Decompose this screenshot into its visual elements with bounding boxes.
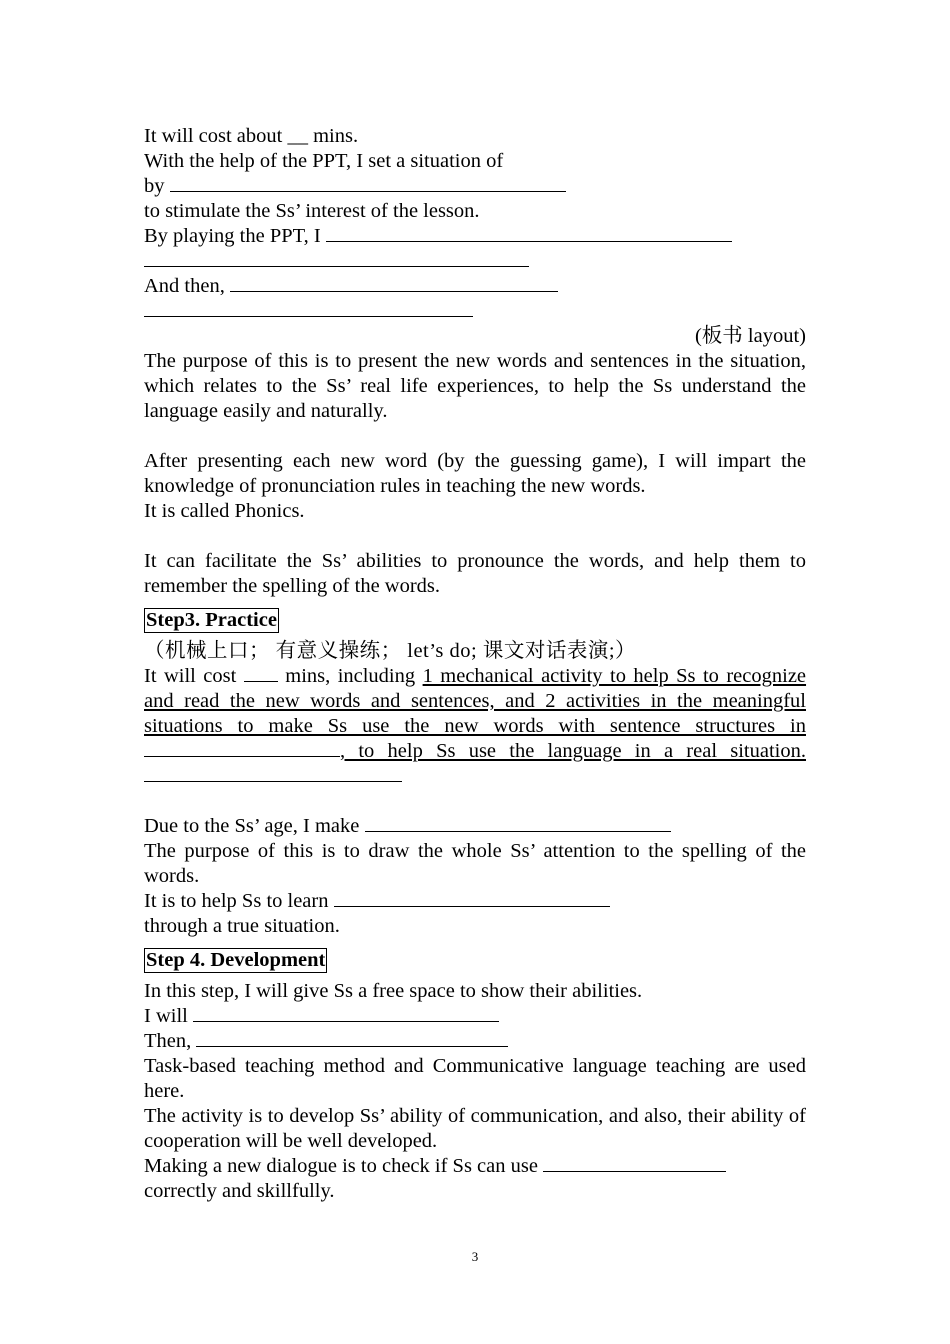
stimulate-text: to stimulate the Ss’ interest of the lesson. (144, 200, 480, 222)
blank-dialogue (543, 1154, 726, 1172)
dialogue-line (144, 1154, 806, 1179)
stimulate-line (144, 199, 806, 224)
step3-cost-mid: mins, including (285, 665, 416, 687)
ppt-line (144, 224, 806, 249)
step4-intro: In this step, I will give Ss a free space to show their abilities. (144, 980, 643, 1002)
step3-underlined-a: 1 mechanical activity to help Ss to recognize and read the new words and sentences, and 2 activities in the meaningful situations to make Ss use the new words with sentence structures in (144, 665, 807, 737)
situation-line (144, 149, 806, 174)
by-text: by (144, 175, 165, 197)
step3-underlined-b: , to help Ss use the language in a real situation. (340, 740, 806, 762)
situation-text: With the help of the PPT, I set a situation of (144, 150, 504, 172)
blank-step3-mins (244, 664, 278, 682)
activity-paragraph: The activity is to develop Ss’ ability of communication, and also, their ability of cooperation will be well developed. (144, 1105, 806, 1152)
blank-line-1 (144, 249, 806, 274)
cost-line (144, 124, 806, 149)
blank-situation (144, 764, 402, 782)
step3-heading: Step3. Practice (146, 609, 277, 631)
learn-text: It is to help Ss to learn (144, 890, 329, 912)
board-layout-note: (板书 layout) (694, 325, 806, 347)
phonics-line: It is called Phonics. (144, 500, 305, 522)
method-paragraph: Task-based teaching method and Communicative language teaching are used here. (144, 1055, 806, 1102)
blank-then (196, 1029, 508, 1047)
page-number: 3 (471, 1249, 479, 1264)
blank-learn (334, 889, 610, 907)
facilitate-paragraph: It can facilitate the Ss’ abilities to pronounce the words, and help them to remember the spelling of the words. (144, 550, 806, 597)
blank-by (170, 174, 566, 192)
blank-structures (144, 739, 340, 757)
blank-and-then (230, 274, 558, 292)
ppt-text: By playing the PPT, I (144, 225, 321, 247)
purpose-paragraph: The purpose of this is to present the new words and sentences in the situation, which relates to the Ss’ real life experiences, to help the Ss understand the language easily and naturally. (144, 350, 806, 422)
blank-ppt (326, 224, 732, 242)
attention-paragraph: The purpose of this is to draw the whole Ss’ attention to the spelling of the words. (144, 840, 806, 887)
and-then-text: And then, (144, 275, 225, 297)
then-line (144, 1029, 806, 1054)
blank-line-2 (144, 299, 806, 324)
and-then-line (144, 274, 806, 299)
step4-heading-wrap (144, 939, 806, 979)
age-text: Due to the Ss’ age, I make (144, 815, 360, 837)
age-line (144, 814, 806, 839)
step3-chinese-note: （机械上口； 有意义操练； let’s do; 课文对话表演;） (144, 640, 637, 662)
blank-continuation-2 (144, 299, 473, 317)
page-body (144, 124, 806, 1204)
i-will-line (144, 1004, 806, 1029)
true-situation-line: through a true situation. (144, 915, 340, 937)
dialogue-text: Making a new dialogue is to check if Ss can use (144, 1155, 538, 1177)
step3-cost-start: It will cost (144, 665, 237, 687)
step4-heading: Step 4. Development (146, 949, 326, 971)
step3-cost-paragraph (144, 664, 806, 789)
then-text: Then, (144, 1030, 192, 1052)
cost-text: It will cost about __ mins. (144, 125, 359, 147)
blank-i-will (193, 1004, 499, 1022)
learn-line (144, 889, 806, 914)
blank-age (365, 814, 671, 832)
i-will-text: I will (144, 1005, 188, 1027)
step3-heading-wrap (144, 599, 806, 639)
by-line (144, 174, 806, 199)
phonics-paragraph: After presenting each new word (by the guessing game), I will impart the knowledge of pronunciation rules in teaching the new words. (144, 450, 806, 497)
correctly-line: correctly and skillfully. (144, 1180, 335, 1202)
blank-continuation-1 (144, 249, 529, 267)
